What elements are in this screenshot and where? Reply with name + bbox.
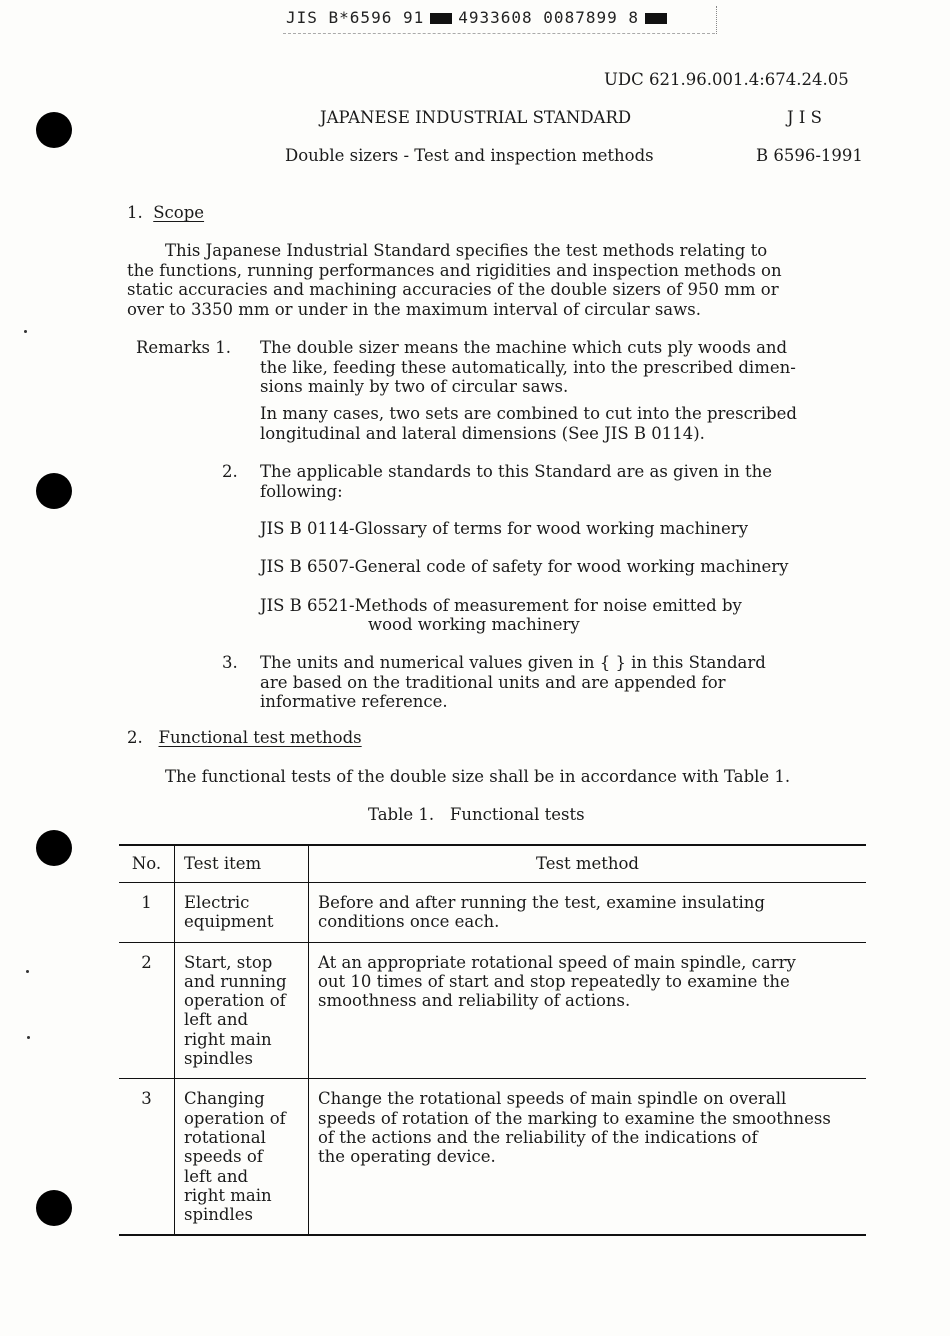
- text-line: following:: [260, 481, 343, 501]
- scope-paragraph: [127, 241, 847, 319]
- section-2-heading: [127, 728, 362, 747]
- test-item: [175, 1079, 309, 1236]
- document-number: B 6596-1991: [756, 146, 863, 165]
- standard-title: JAPANESE INDUSTRIAL STANDARD: [320, 108, 632, 127]
- test-method: [309, 883, 867, 943]
- table-header-row: [119, 845, 866, 883]
- remarks-label: [136, 338, 231, 358]
- cell-line: Start, stop: [184, 952, 273, 972]
- table-row: [119, 1079, 866, 1236]
- column-header: No.: [119, 845, 175, 883]
- table-caption: Table 1. Functional tests: [368, 805, 585, 824]
- cell-line: the operating device.: [318, 1147, 496, 1167]
- remark-2: [260, 462, 850, 501]
- section-title: Functional test methods: [158, 728, 362, 747]
- cell-line: speeds of rotation of the marking to examine the smoothness: [318, 1108, 831, 1128]
- functional-tests-table: [119, 844, 866, 1236]
- cell-line: right main: [184, 1185, 272, 1205]
- cell-line: equipment: [184, 912, 274, 932]
- cell-line: Changing: [184, 1089, 265, 1109]
- cell-line: Change the rotational speeds of main spindle on overall: [318, 1089, 787, 1109]
- cell-line: conditions once each.: [318, 912, 500, 932]
- text-line: are based on the traditional units and are appended for: [260, 672, 726, 692]
- cell-line: At an appropriate rotational speed of main spindle, carry: [318, 952, 796, 972]
- test-item: [175, 942, 309, 1079]
- table-row: [119, 942, 866, 1079]
- remark-1-continued: [260, 404, 850, 443]
- catalog-header: [286, 8, 673, 27]
- cell-line: speeds of: [184, 1147, 263, 1167]
- standard-reference-continued: wood working machinery: [368, 615, 580, 634]
- standard-reference: JIS B 0114-Glossary of terms for wood working machinery: [260, 519, 749, 538]
- standard-reference: JIS B 6521-Methods of measurement for noise emitted by: [260, 596, 742, 615]
- cell-line: spindles: [184, 1049, 254, 1069]
- text-line: sions mainly by two of circular saws.: [260, 377, 569, 396]
- document-title: Double sizers - Test and inspection methods: [285, 146, 654, 165]
- row-number: 2: [119, 942, 175, 1079]
- udc-code: UDC 621.96.001.4:674.24.05: [604, 70, 849, 89]
- column-header: Test item: [175, 845, 309, 883]
- catalog-code: JIS B*6596 91: [286, 8, 425, 27]
- header-rule: [283, 33, 715, 34]
- remark-number: 3.: [222, 653, 238, 672]
- section-number: 1.: [127, 203, 143, 222]
- table-row: [119, 883, 866, 943]
- punch-hole-icon: [36, 1190, 72, 1226]
- punch-hole-icon: [36, 473, 72, 509]
- section-1-heading: [127, 203, 204, 222]
- text-line: This Japanese Industrial Standard specifies the test methods relating to: [165, 241, 768, 260]
- section-title: Scope: [153, 203, 205, 222]
- text-line: the functions, running performances and rigidities and inspection methods on: [127, 260, 782, 280]
- row-number: 1: [119, 883, 175, 943]
- text-line: the like, feeding these automatically, into the prescribed dimen-: [260, 357, 796, 377]
- remarks-word: Remarks: [136, 338, 211, 357]
- text-line: In many cases, two sets are combined to cut into the prescribed: [260, 404, 797, 423]
- text-line: over to 3350 mm or under in the maximum interval of circular saws.: [127, 299, 701, 319]
- test-method: [309, 1079, 867, 1236]
- catalog-number: 4933608 0087899 8: [458, 8, 639, 27]
- redaction-block: [645, 13, 667, 24]
- cell-line: left and: [184, 1166, 249, 1186]
- cell-line: operation of: [184, 991, 286, 1011]
- remark-number: 1.: [215, 338, 232, 357]
- cell-line: out 10 times of start and stop repeatedly to examine the: [318, 971, 790, 991]
- column-header: Test method: [309, 845, 867, 883]
- cell-line: operation of: [184, 1108, 286, 1128]
- cell-line: left and: [184, 1010, 249, 1030]
- cell-line: right main: [184, 1029, 272, 1049]
- section-2-intro: The functional tests of the double size shall be in accordance with Table 1.: [165, 767, 791, 786]
- cell-line: of the actions and the reliability of the indications of: [318, 1127, 758, 1147]
- text-line: static accuracies and machining accuracies of the double sizers of 950 mm or: [127, 280, 779, 299]
- cell-line: spindles: [184, 1205, 254, 1225]
- test-method: [309, 942, 867, 1079]
- text-line: informative reference.: [260, 692, 448, 711]
- cell-line: Before and after running the test, examine insulating: [318, 893, 765, 912]
- scan-speck: [26, 970, 29, 973]
- remark-1: [260, 338, 850, 397]
- cell-line: and running: [184, 971, 287, 991]
- test-item: [175, 883, 309, 943]
- punch-hole-icon: [36, 830, 72, 866]
- jis-label: J I S: [787, 108, 822, 127]
- remark-number: 2.: [222, 462, 238, 481]
- cell-line: Electric: [184, 893, 250, 912]
- punch-hole-icon: [36, 112, 72, 148]
- remark-3: [260, 653, 850, 712]
- text-line: The double sizer means the machine which cuts ply woods and: [260, 338, 788, 357]
- header-frame-edge: [716, 6, 718, 34]
- text-line: The units and numerical values given in { } in this Standard: [260, 653, 766, 672]
- scan-speck: [27, 1036, 30, 1039]
- standard-reference: JIS B 6507-General code of safety for wood working machinery: [260, 557, 789, 576]
- cell-line: rotational: [184, 1127, 266, 1147]
- section-number: 2.: [127, 728, 143, 747]
- text-line: longitudinal and lateral dimensions (See JIS B 0114).: [260, 423, 705, 443]
- text-line: The applicable standards to this Standard are as given in the: [260, 462, 773, 481]
- row-number: 3: [119, 1079, 175, 1236]
- cell-line: smoothness and reliability of actions.: [318, 991, 631, 1011]
- redaction-block: [430, 13, 452, 24]
- scan-speck: [24, 330, 27, 333]
